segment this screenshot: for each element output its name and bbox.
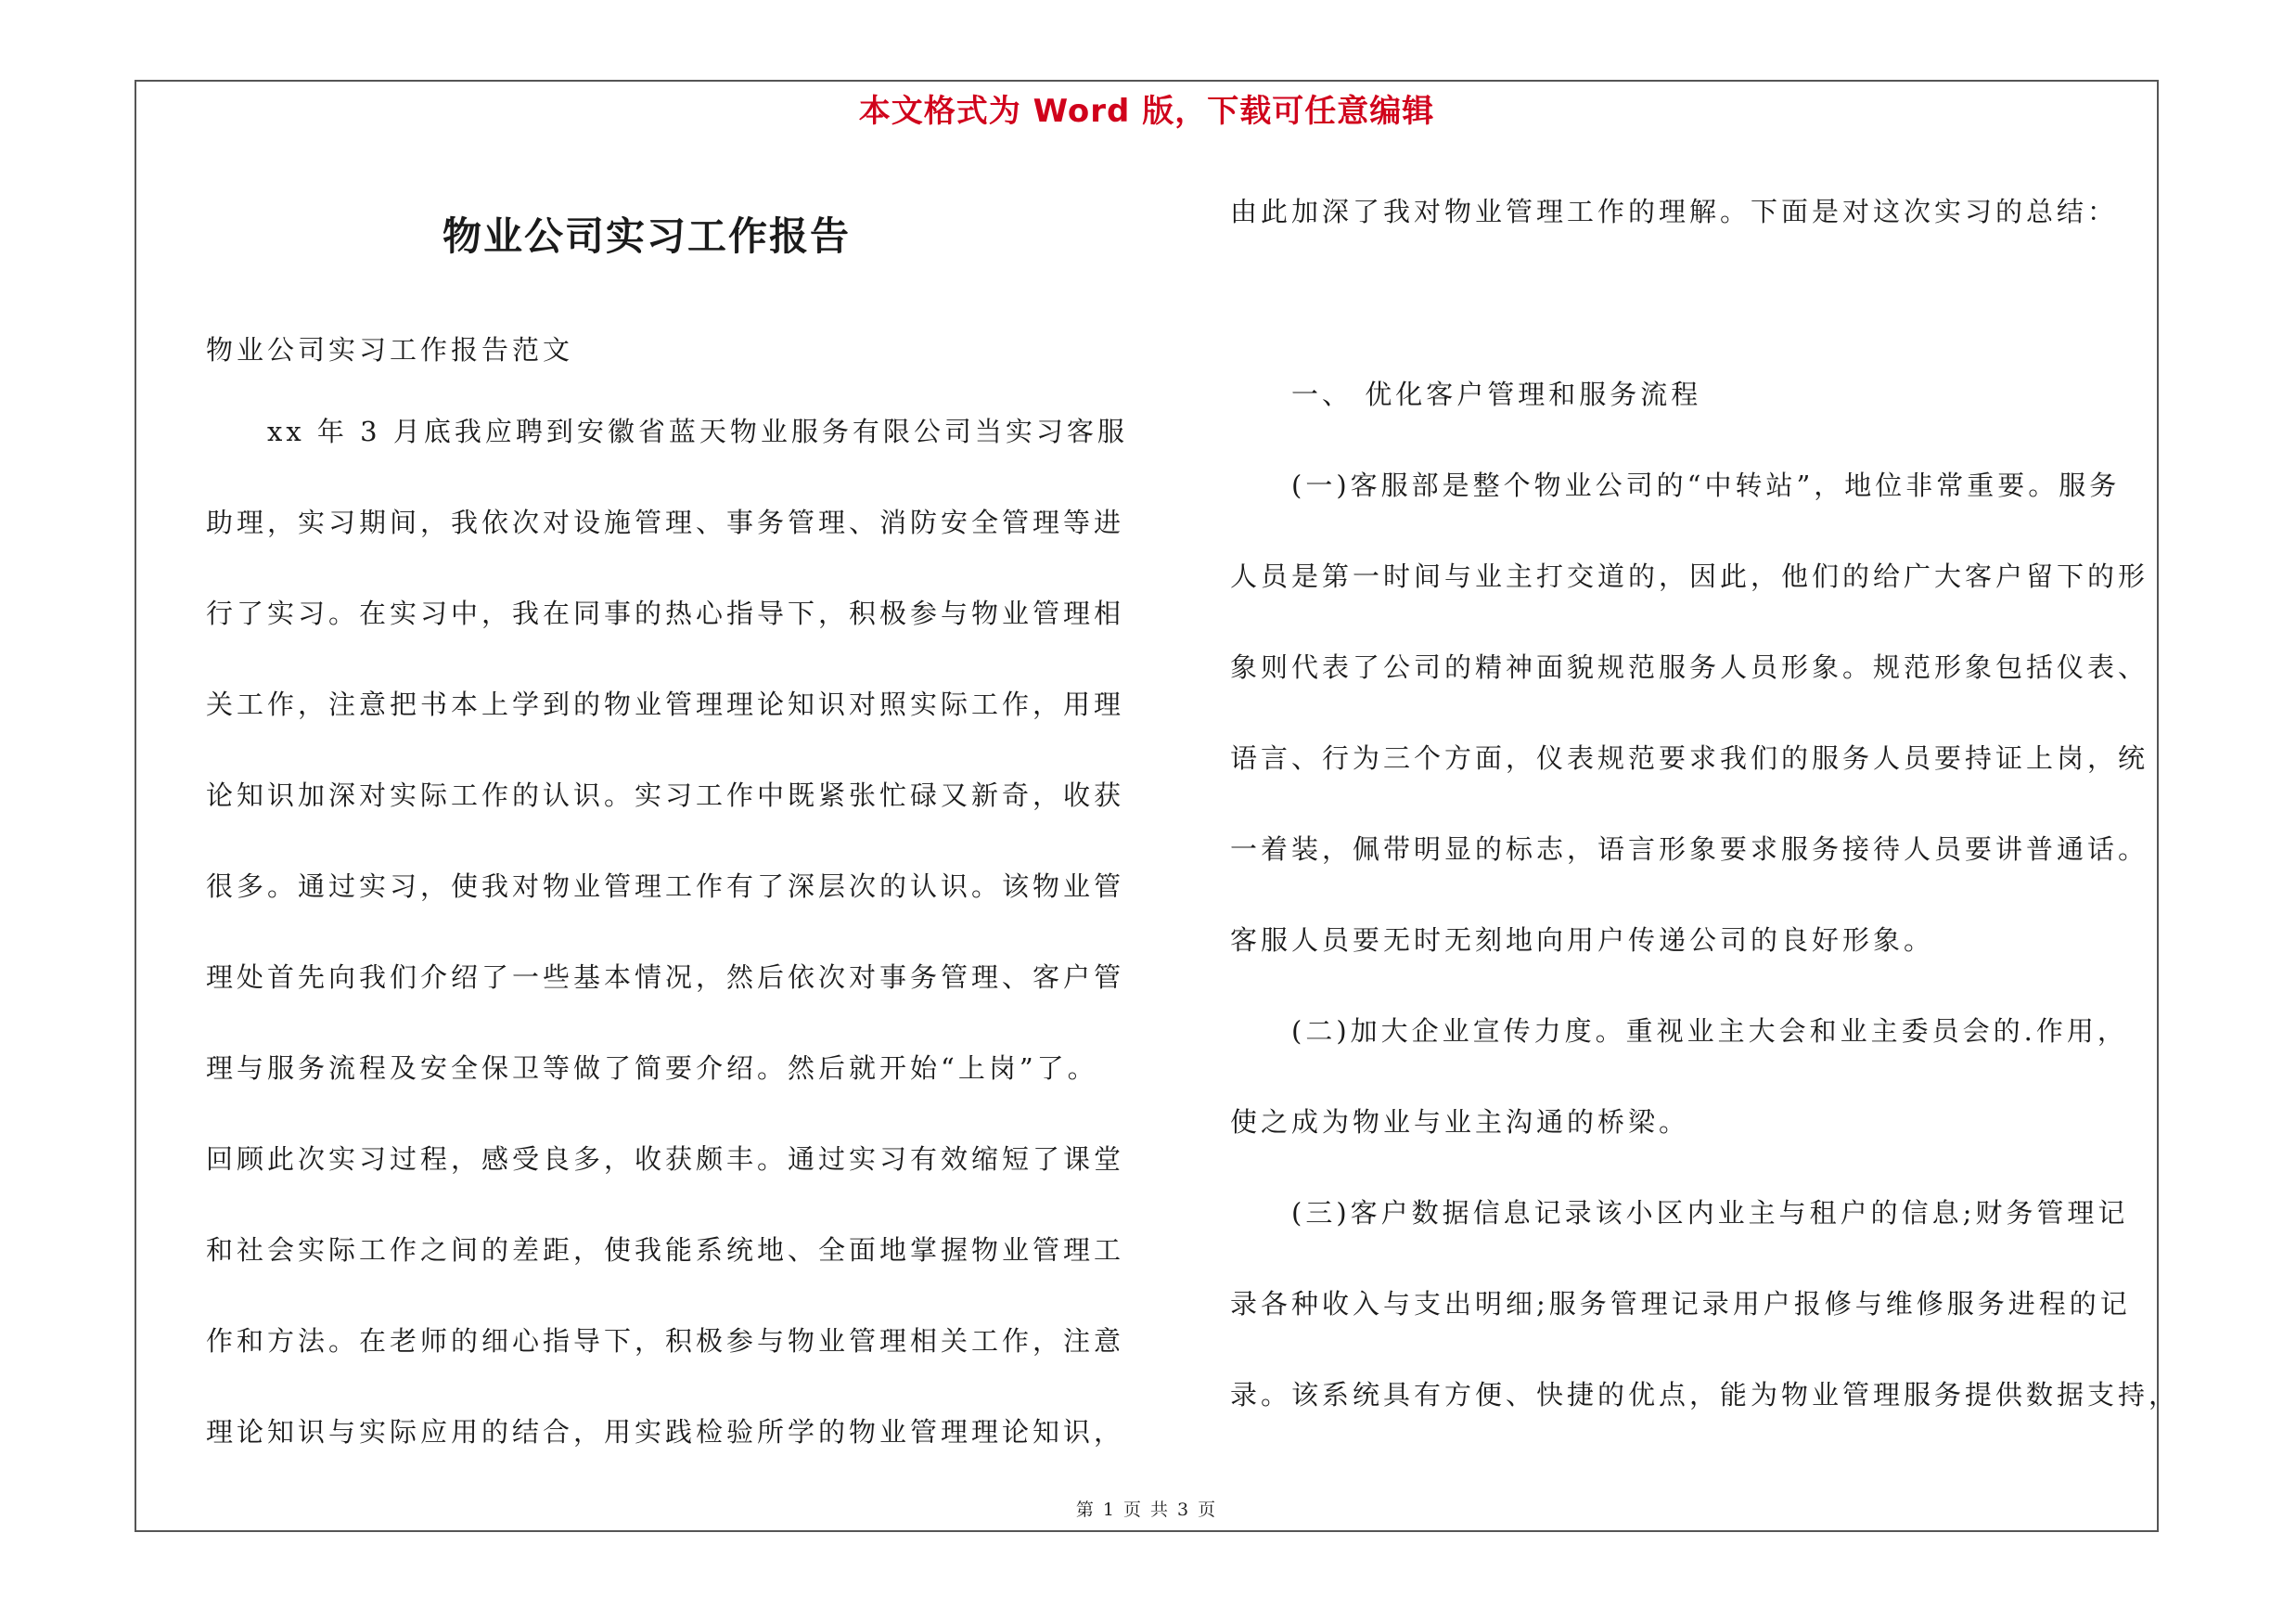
left-line: 理处首先向我们介绍了一些基本情况，然后依次对事务管理、客户管 — [206, 961, 1125, 993]
document-title: 物业公司实习工作报告 — [442, 213, 851, 259]
left-line: 回顾此次实习过程，感受良多，收获颇丰。通过实习有效缩短了课堂 — [206, 1143, 1125, 1175]
left-line: 理与服务流程及安全保卫等做了简要介绍。然后就开始“上岗”了。 — [206, 1052, 1098, 1084]
right-line: 由此加深了我对物业管理工作的理解。下面是对这次实习的总结： — [1230, 196, 2119, 227]
right-line: 人员是第一时间与业主打交道的，因此，他们的给广大客户留下的形 — [1230, 560, 2149, 592]
right-line: 语言、行为三个方面，仪表规范要求我们的服务人员要持证上岗，统 — [1230, 742, 2149, 774]
right-line: (二)加大企业宣传力度。重视业主大会和业主委员会的.作用， — [1230, 1015, 2128, 1047]
left-line: 很多。通过实习，使我对物业管理工作有了深层次的认识。该物业管 — [206, 870, 1125, 902]
document-subtitle: 物业公司实习工作报告范文 — [206, 334, 574, 366]
right-line-heading: 一、 优化客户管理和服务流程 — [1230, 379, 1702, 410]
format-banner: 本文格式为 Word 版，下载可任意编辑 — [858, 93, 1435, 130]
left-line: 关工作，注意把书本上学到的物业管理理论知识对照实际工作，用理 — [206, 689, 1125, 720]
left-line: xx 年 3 月底我应聘到安徽省蓝天物业服务有限公司当实习客服 — [206, 416, 1128, 447]
left-line: 和社会实际工作之间的差距，使我能系统地、全面地掌握物业管理工 — [206, 1234, 1125, 1266]
left-line: 助理，实习期间，我依次对设施管理、事务管理、消防安全管理等进 — [206, 507, 1125, 538]
right-line: 录。该系统具有方便、快捷的优点，能为物业管理服务提供数据支持， — [1230, 1379, 2180, 1410]
left-line: 理论知识与实际应用的结合，用实践检验所学的物业管理理论知识， — [206, 1416, 1125, 1448]
right-line: 使之成为物业与业主沟通的桥梁。 — [1230, 1106, 1690, 1138]
right-line: (三)客户数据信息记录该小区内业主与租户的信息;财务管理记 — [1230, 1197, 2129, 1229]
right-line: 录各种收入与支出明细;服务管理记录用户报修与维修服务进程的记 — [1230, 1288, 2131, 1320]
right-line: (一)客服部是整个物业公司的“中转站”，地位非常重要。服务 — [1230, 470, 2121, 501]
page-footer: 第 1 页 共 3 页 — [1075, 1500, 1218, 1520]
left-line: 行了实习。在实习中，我在同事的热心指导下，积极参与物业管理相 — [206, 598, 1125, 629]
right-line: 客服人员要无时无刻地向用户传递公司的良好形象。 — [1230, 924, 1935, 956]
left-line: 论知识加深对实际工作的认识。实习工作中既紧张忙碌又新奇，收获 — [206, 779, 1125, 811]
right-line: 象则代表了公司的精神面貌规范服务人员形象。规范形象包括仪表、 — [1230, 651, 2149, 683]
right-line: 一着装，佩带明显的标志，语言形象要求服务接待人员要讲普通话。 — [1230, 833, 2149, 865]
left-line: 作和方法。在老师的细心指导下，积极参与物业管理相关工作，注意 — [206, 1325, 1125, 1357]
